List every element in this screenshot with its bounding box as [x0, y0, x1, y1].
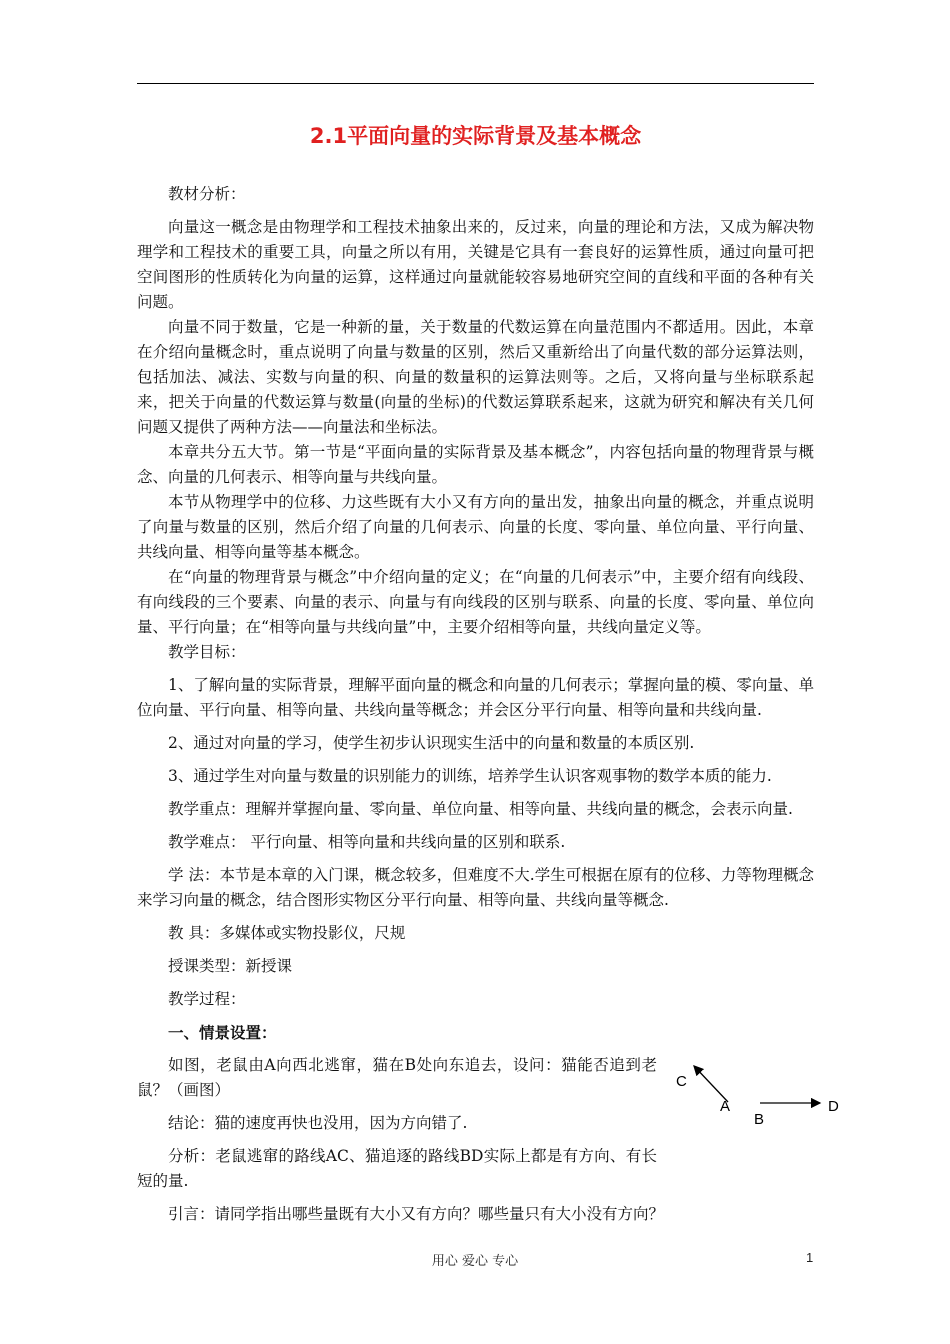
objective-item: 3、通过学生对向量与数量的识别能力的训练，培养学生认识客观事物的数学本质的能力.	[168, 767, 772, 785]
point-label-b: B	[754, 1111, 765, 1128]
paragraph: 结论：猫的速度再快也没用，因为方向错了.	[168, 1114, 468, 1132]
objective-item: 2、通过对向量的学习，使学生初步认识现实生活中的向量和数量的本质区别.	[168, 734, 695, 752]
difficult-points: 教学难点： 平行向量、相等向量和共线向量的区别和联系.	[168, 833, 566, 851]
document-title: 2.1平面向量的实际背景及基本概念	[309, 124, 642, 148]
key-points: 教学重点：理解并掌握向量、零向量、单位向量、相等向量、共线向量的概念，会表示向量.	[168, 800, 793, 818]
section-heading: 一、情景设置：	[168, 1023, 277, 1042]
paragraph: 如图，老鼠由A向西北逃窜，猫在B处向东追去，设问：猫能否追到老鼠？（画图）	[137, 1056, 657, 1099]
paragraph: 向量不同于数量，它是一种新的量，关于数量的代数运算在向量范围内不都适用。因此，本章在介绍向量概念时，重点说明了向量与数量的区别，然后又重新给出了向量代数的部分运算法则，包括加法、减法、实数与向量的积、向量的数量积的运算法则等。之后，又将向量与坐标联系起来，把关于向量的代数运算与数量(向量的坐标)的代数运算联系起来，这就为研究和解决有关几何问题又提供了两种方法——向量法和坐标法。	[137, 318, 814, 436]
paragraph: 在“向量的物理背景与概念”中介绍向量的定义；在“向量的几何表示”中，主要介绍有向线段、有向线段的三个要素、向量的表示、向量与有向线段的区别与联系、向量的长度、零向量、单位向量、平行向量；在“相等向量与共线向量”中，主要介绍相等向量，共线向量定义等。	[137, 568, 814, 636]
header-rule	[137, 83, 814, 84]
point-label-a: A	[720, 1098, 731, 1115]
paragraph: 本节从物理学中的位移、力这些既有大小又有方向的量出发，抽象出向量的概念，并重点说明了向量与数量的区别，然后介绍了向量的几何表示、向量的长度、零向量、单位向量、平行向量、共线向量、相等向量等基本概念。	[137, 493, 814, 561]
vector-diagram	[670, 1060, 850, 1140]
vector-figure	[670, 1060, 850, 1140]
teaching-tools: 教 具：多媒体或实物投影仪，尺规	[168, 924, 406, 942]
lesson-type: 授课类型：新授课	[168, 957, 293, 975]
section-heading: 教学目标：	[168, 643, 246, 661]
objective-item: 1、了解向量的实际背景，理解平面向量的概念和向量的几何表示；掌握向量的模、零向量、单位向量、平行向量、相等向量、共线向量等概念；并会区分平行向量、相等向量和共线向量.	[137, 676, 814, 719]
section-heading: 教学过程：	[168, 990, 246, 1008]
footer-slogan: 用心 爱心 专心	[431, 1254, 519, 1269]
point-label-d: D	[828, 1098, 839, 1115]
paragraph: 教材分析：	[168, 185, 246, 203]
point-label-c: C	[676, 1073, 687, 1090]
paragraph: 引言：请同学指出哪些量既有大小又有方向？哪些量只有大小没有方向？	[168, 1205, 665, 1223]
vector-ac	[694, 1066, 728, 1102]
paragraph: 本章共分五大节。第一节是“平面向量的实际背景及基本概念”，内容包括向量的物理背景与概念、向量的几何表示、相等向量与共线向量。	[137, 443, 814, 486]
study-method: 学 法：本节是本章的入门课，概念较多，但难度不大.学生可根据在原有的位移、力等物理概念来学习向量的概念，结合图形实物区分平行向量、相等向量、共线向量等概念.	[137, 866, 814, 909]
page-number: 1	[806, 1250, 814, 1265]
paragraph: 向量这一概念是由物理学和工程技术抽象出来的，反过来，向量的理论和方法，又成为解决物理学和工程技术的重要工具，向量之所以有用，关键是它具有一套良好的运算性质，通过向量可把空间图形的性质转化为向量的运算，这样通过向量就能较容易地研究空间的直线和平面的各种有关问题。	[137, 218, 814, 311]
paragraph: 分析：老鼠逃窜的路线AC、猫追逐的路线BD实际上都是有方向、有长短的量.	[137, 1147, 657, 1190]
